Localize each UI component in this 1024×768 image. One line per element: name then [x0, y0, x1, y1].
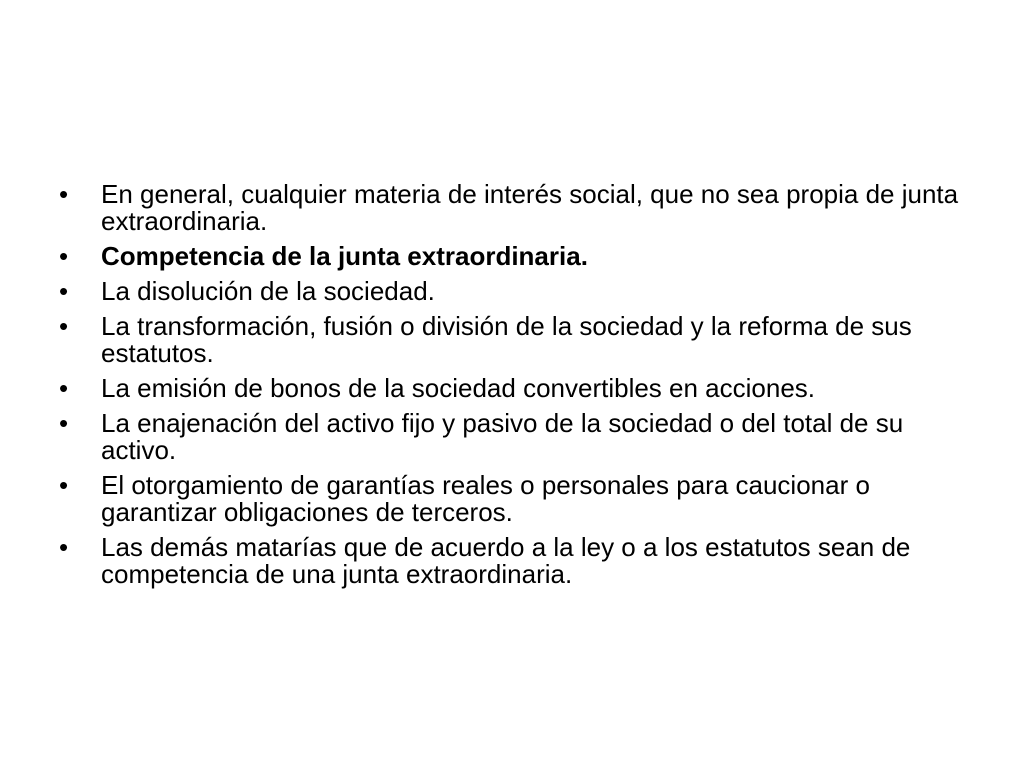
- bullet-icon: •: [59, 311, 69, 341]
- bullet-icon: •: [59, 373, 69, 403]
- list-item: [55, 534, 985, 588]
- list-item-text: El otorgamiento de garantías reales o personales para caucionar o garantizar obligaciones de terceros.: [101, 470, 870, 527]
- list-item-text: En general, cualquier materia de interés social, que no sea propia de junta extraordinaria.: [101, 179, 959, 236]
- list-item-text: La transformación, fusión o división de la sociedad y la reforma de sus estatutos.: [101, 311, 912, 368]
- bullet-icon: •: [59, 241, 69, 271]
- list-item: [55, 278, 985, 305]
- list-item-text: La emisión de bonos de la sociedad convertibles en acciones.: [101, 373, 816, 403]
- list-item: [55, 375, 985, 402]
- list-item: [55, 472, 985, 526]
- list-item-text: La disolución de la sociedad.: [101, 276, 435, 306]
- section-heading: Competencia de la junta extraordinaria.: [101, 241, 588, 271]
- list-item-text: Las demás matarías que de acuerdo a la ley o a los estatutos sean de competencia de una junta extraordinaria.: [101, 532, 911, 589]
- bullet-icon: •: [59, 470, 69, 500]
- bullet-list: [55, 181, 985, 596]
- bullet-icon: •: [59, 408, 69, 438]
- bullet-icon: •: [59, 532, 69, 562]
- list-item-text: La enajenación del activo fijo y pasivo de la sociedad o del total de su activo.: [101, 408, 904, 465]
- bullet-icon: •: [59, 179, 69, 209]
- list-item: [55, 410, 985, 464]
- list-item: [55, 313, 985, 367]
- list-item: [55, 181, 985, 235]
- list-item: [55, 243, 985, 270]
- bullet-icon: •: [59, 276, 69, 306]
